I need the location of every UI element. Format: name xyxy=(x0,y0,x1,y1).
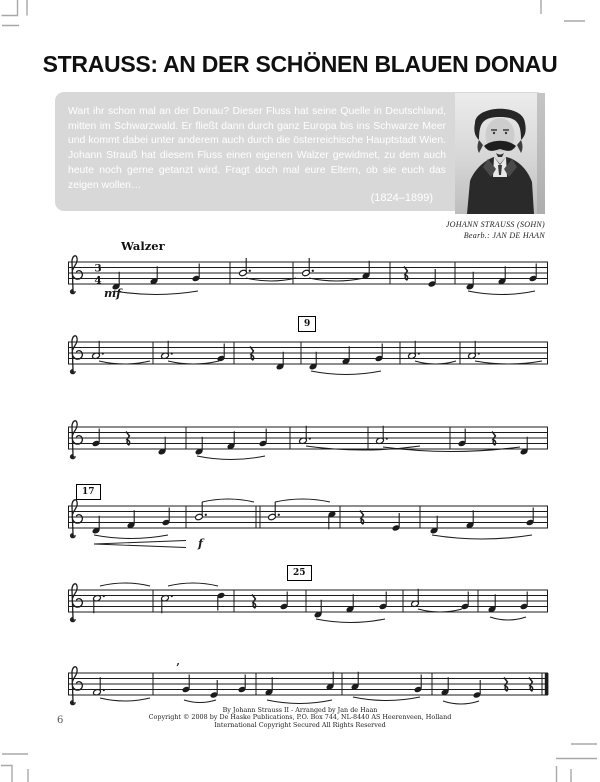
info-text: Wart ihr schon mal an der Donau? Dieser Fluss hat seine Quelle in Deutschland, mitten im Schwarzwald. Er fließt dann durch ganz Europa bis ins Schwarze Meer und kommt dabei unter anderem auch durch die österreichische Hauptstadt Wien. Johann Strauß hat diesem Fluss einen eigenen Walzer gewidmet, zu dem auch heute noch gerne getanzt wird. Fragt doch mal eure Eltern, ob sie euch das zeigen wollen… xyxy=(68,106,446,191)
footer-copyright: Copyright © 2008 by De Haske Publications, P.O. Box 744, NL-8440 AS Heerenveen, Holland xyxy=(148,713,452,722)
page-number: 6 xyxy=(57,715,64,726)
music-system-3 xyxy=(0,400,600,484)
tempo-marking: Walzer xyxy=(121,239,165,253)
music-system-4 xyxy=(0,479,600,563)
composer-portrait-photo xyxy=(455,93,545,214)
music-system-1 xyxy=(0,235,600,319)
rehearsal-mark-9: 9 xyxy=(298,316,316,332)
svg-text:’: ’ xyxy=(176,661,180,674)
footer-rights: International Copyright Secured All Rights Reserved xyxy=(214,720,386,729)
credit-arranger: Bearb.: JAN DE HAAN xyxy=(463,231,545,240)
svg-text:3: 3 xyxy=(94,262,102,275)
composer-years: (1824–1899) xyxy=(370,192,433,204)
svg-text:f: f xyxy=(198,536,203,550)
page-title: STRAUSS: AN DER SCHÖNEN BLAUEN DONAU xyxy=(42,51,558,77)
copyright-footer xyxy=(0,707,600,729)
credit-composer: JOHANN STRAUSS (SOHN) xyxy=(445,220,545,229)
music-system-2 xyxy=(0,315,600,399)
svg-text:mf: mf xyxy=(104,286,122,300)
svg-text:4: 4 xyxy=(94,274,102,287)
footer-byline: By Johann Strauss II - Arranged by Jan de Haan xyxy=(222,706,378,714)
rehearsal-mark-25: 25 xyxy=(287,565,312,581)
rehearsal-mark-17: 17 xyxy=(76,484,101,500)
music-system-5 xyxy=(0,563,600,647)
